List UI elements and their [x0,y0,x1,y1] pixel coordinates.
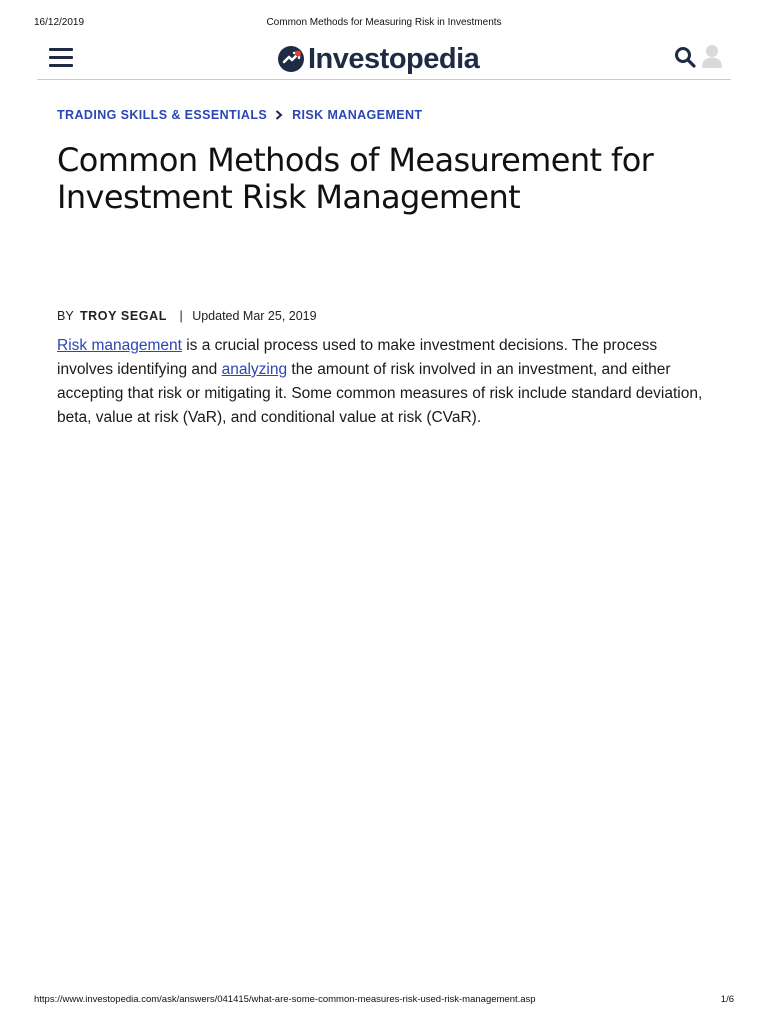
search-icon[interactable] [674,46,696,68]
byline-divider: | [179,309,183,323]
logo-text: Investopedia [308,42,480,75]
print-date: 16/12/2019 [34,17,85,28]
chevron-right-icon [275,110,283,120]
byline-prefix: BY [57,309,74,323]
investopedia-logo-icon [278,46,304,72]
breadcrumb-risk-management[interactable]: RISK MANAGEMENT [292,108,423,122]
updated-date: Updated Mar 25, 2019 [192,309,317,323]
article-title: Common Methods of Measurement for Investment Risk Management [57,141,654,216]
intro-text-1: is a crucial process used to make investment decisions. The process involves identifying and [57,337,658,378]
hamburger-menu-icon[interactable] [49,48,73,68]
analyzing-link[interactable]: analyzing [221,361,288,378]
breadcrumb [57,108,422,122]
page-url: https://www.investopedia.com/ask/answers/041415/what-are-some-common-measures-risk-used-risk-management.asp [34,994,536,1005]
site-logo[interactable] [278,42,479,76]
print-doc-title: Common Methods for Measuring Risk in Investments [266,17,502,28]
author-link[interactable]: TROY SEGAL [79,309,167,323]
byline [57,309,317,323]
article-intro [57,334,712,430]
page-number: 1/6 [720,994,734,1005]
intro-text-2: the amount of risk involved in an investment, and either accepting that risk or mitigating it. Some common measures of risk include standard deviation, beta, value at risk (VaR), and conditional value at risk (CVaR). [57,361,703,426]
user-avatar-icon[interactable] [701,44,723,68]
risk-management-link[interactable]: Risk management [57,337,182,354]
breadcrumb-trading-skills[interactable]: TRADING SKILLS & ESSENTIALS [57,108,268,122]
site-header [37,38,731,80]
